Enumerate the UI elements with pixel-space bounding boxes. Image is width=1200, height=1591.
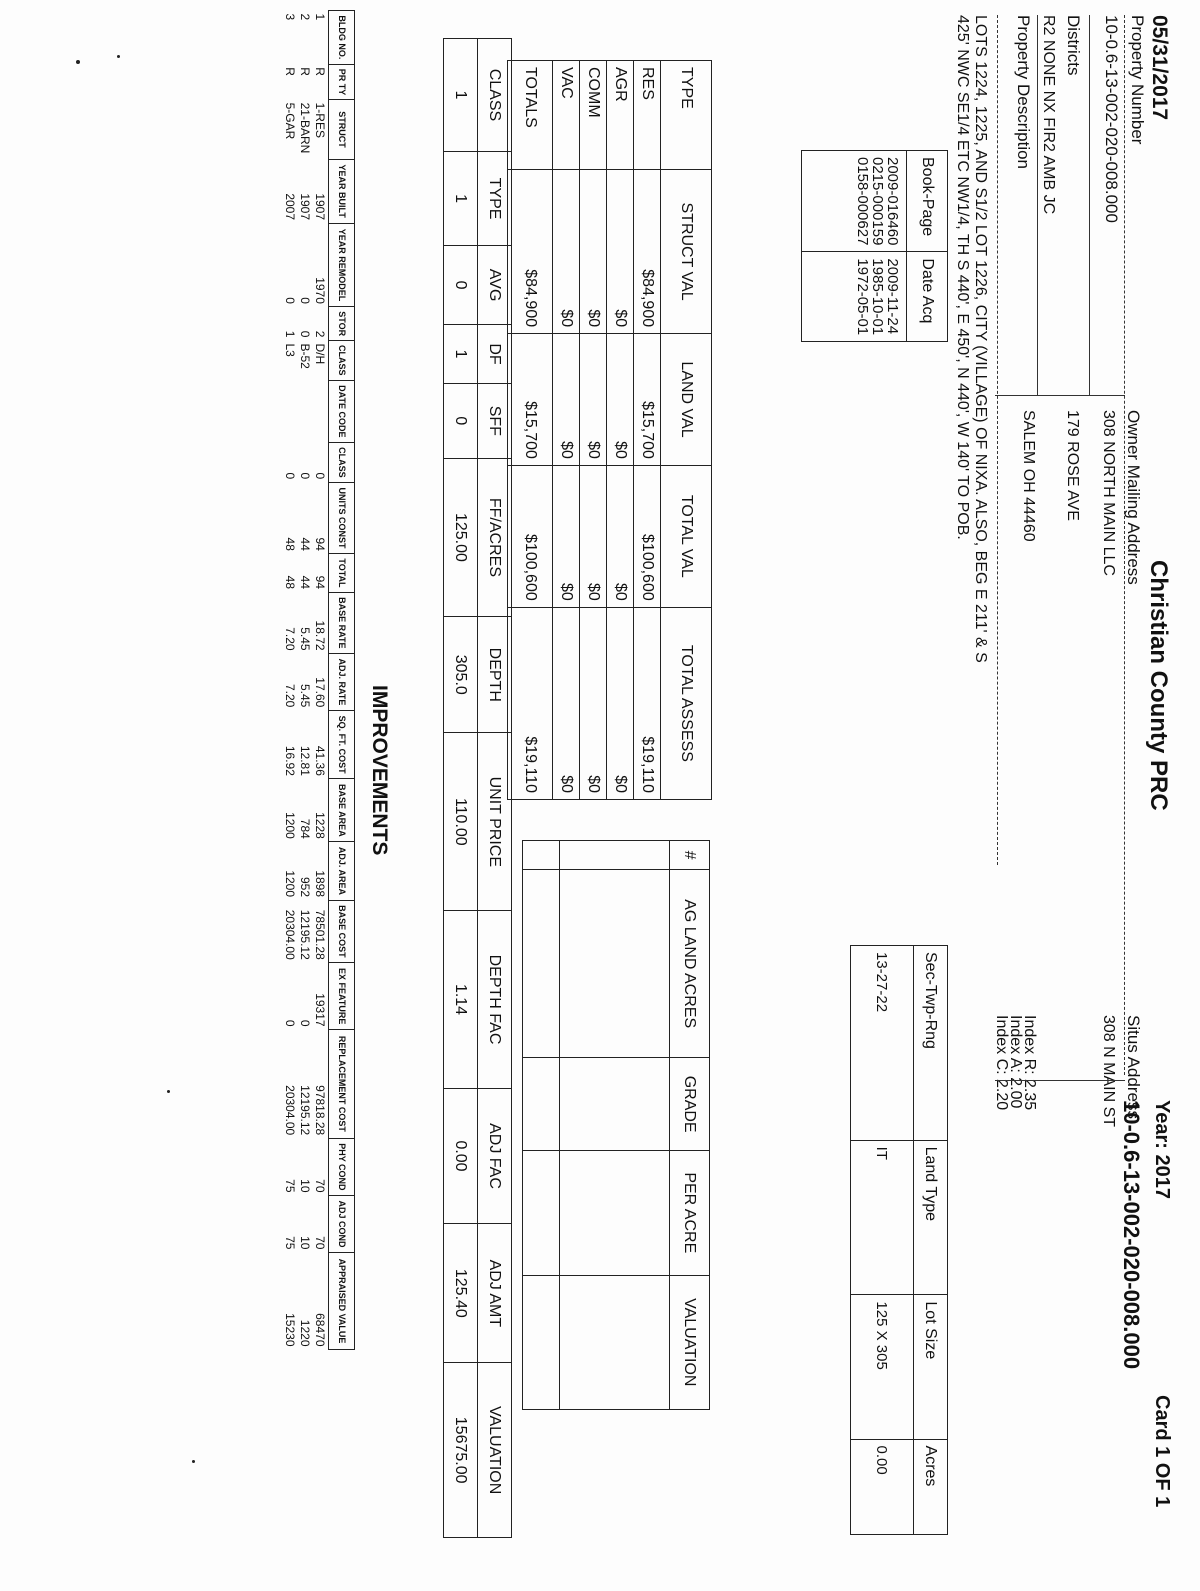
land-ff-acres: 125.00 (444, 458, 478, 617)
sec-twp-table (850, 945, 948, 1535)
imp-h-base-rate: BASE RATE (329, 592, 355, 654)
date-acq-header: Date Acq (907, 252, 948, 342)
imp-h-year-remodel: YEAR REMODEL (329, 223, 355, 307)
imp-cell: 94 (313, 537, 328, 551)
imp-cell: 48 (283, 537, 298, 551)
table-row (313, 11, 329, 1350)
val-assess: $0 (607, 607, 634, 799)
imp-cell: 5.45 (298, 627, 313, 651)
imp-cell (313, 380, 329, 443)
valuation-totals-row (508, 61, 553, 800)
index-a: Index A: 2.00 (1007, 1015, 1024, 1109)
val-type: RES (634, 61, 661, 170)
imp-h-adj-area: ADJ. AREA (329, 842, 355, 900)
imp-cell: R (298, 67, 313, 76)
imp-cell: 10 (298, 1179, 313, 1193)
valuation-row (607, 61, 634, 800)
imp-h-stor: STOR (329, 307, 355, 341)
property-number-label: Property Number (1128, 15, 1147, 145)
property-description-label: Property Description (1014, 15, 1033, 170)
total-assess-header: TOTAL ASSESS (661, 607, 712, 799)
imp-cell: 10 (298, 1236, 313, 1250)
situs-address-label: Situs Address (1124, 1015, 1143, 1119)
imp-cell: 5-GAR (283, 102, 298, 140)
land-valuation: 15675.00 (444, 1363, 478, 1538)
land-depth-fac: 1.14 (444, 911, 478, 1088)
val-struct: $0 (580, 169, 607, 333)
land-adj-amt: 125.40 (444, 1224, 478, 1363)
year-label: Year: 2017 (1151, 1100, 1173, 1199)
land-type: 1 (444, 151, 478, 245)
imp-h-adj-rate: ADJ. RATE (329, 654, 355, 711)
imp-h-struct: STRUCT (329, 100, 355, 160)
imp-h-class2: CLASS (329, 443, 355, 483)
imp-h-phy-cond: PHY COND (329, 1138, 355, 1195)
val-total: $0 (607, 465, 634, 607)
imp-cell: 1-RES (313, 102, 328, 138)
imp-cell: 1907 (313, 193, 328, 221)
rule-districts-top (1089, 15, 1090, 395)
imp-cell: 48 (283, 575, 298, 590)
improvements-table (283, 10, 355, 1350)
ag-grade-header: GRADE (670, 1058, 710, 1151)
imp-cell: 12195.12 (298, 1085, 313, 1136)
scan-speck (117, 55, 120, 58)
imp-h-class: CLASS (329, 340, 355, 380)
date-acq-cell (802, 252, 907, 342)
imp-cell: D/H (313, 343, 328, 365)
land-avg: 0 (444, 246, 478, 325)
val-land: $0 (580, 334, 607, 466)
val-total: $100,600 (634, 465, 661, 607)
imp-cell: 1 (313, 13, 328, 21)
imp-cell: 1970 (313, 277, 328, 304)
sec-twp-header: Sec-Twp-Rng (914, 946, 948, 1141)
imp-cell: 12195.12 (298, 909, 313, 960)
val-struct: $84,900 (634, 169, 661, 333)
imp-cell: 75 (283, 1179, 298, 1193)
land-avg-header: AVG (478, 246, 512, 325)
val-total: $100,600 (508, 465, 553, 607)
imp-cell: R (283, 67, 298, 76)
val-type: TOTALS (508, 61, 553, 170)
val-type: COMM (580, 61, 607, 170)
type-header: TYPE (661, 61, 712, 170)
val-land: $0 (607, 334, 634, 466)
imp-cell (298, 380, 313, 443)
land-unit-price-header: UNIT PRICE (478, 733, 512, 911)
val-assess: $0 (580, 607, 607, 799)
imp-cell: 68470 (313, 1313, 328, 1347)
struct-val-header: STRUCT VAL (661, 169, 712, 333)
val-assess: $19,110 (634, 607, 661, 799)
imp-cell: 2007 (283, 193, 298, 221)
imp-h-total: TOTAL (329, 554, 355, 592)
val-assess: $0 (553, 607, 580, 799)
val-struct: $0 (607, 169, 634, 333)
imp-h-year-built: YEAR BUILT (329, 159, 355, 223)
report-title: Christian County PRC (1145, 560, 1172, 811)
val-land: $15,700 (634, 334, 661, 466)
imp-cell: 94 (313, 575, 328, 590)
imp-cell: 0 (298, 297, 313, 304)
land-valuation-header: VALUATION (478, 1363, 512, 1538)
land-df: 1 (444, 324, 478, 383)
lot-size-header: Lot Size (914, 1295, 948, 1439)
imp-cell: 2 (313, 330, 328, 338)
imp-cell: 75 (283, 1236, 298, 1250)
imp-cell: 16.92 (283, 745, 298, 776)
imp-cell: 78501.28 (313, 909, 328, 960)
imp-h-bldg: BLDG NO. (329, 11, 355, 65)
imp-cell: 44 (298, 537, 313, 551)
scan-speck (167, 1090, 170, 1093)
land-adj-amt-header: ADJ AMT (478, 1224, 512, 1363)
book-page-header: Book-Page (907, 151, 948, 252)
imp-h-replacement-cost: REPLACEMENT COST (329, 1030, 355, 1139)
land-depth: 305.0 (444, 617, 478, 733)
valuation-row (580, 61, 607, 800)
imp-cell: 0 (298, 1019, 313, 1027)
scan-speck (76, 60, 80, 64)
land-class: 1 (444, 39, 478, 152)
scan-speck (192, 1460, 195, 1463)
imp-cell: 20304.00 (283, 909, 298, 960)
imp-cell: 41.36 (313, 745, 328, 776)
owner-name: 308 NORTH MAIN LLC (1100, 410, 1117, 576)
imp-cell: 0 (283, 297, 298, 304)
val-land: $0 (553, 334, 580, 466)
property-number-value: 10-0.6-13-002-020-008.000 (1102, 15, 1121, 223)
imp-cell: 70 (313, 1236, 328, 1250)
land-class-header: CLASS (478, 39, 512, 152)
val-land: $15,700 (508, 334, 553, 466)
land-depth-header: DEPTH (478, 617, 512, 733)
imp-h-sqft-cost: SQ. FT. COST (329, 710, 355, 779)
date-acq-row-3: 1972-05-01 (854, 258, 871, 336)
districts-label: Districts (1064, 15, 1083, 76)
land-sff: 0 (444, 384, 478, 458)
imp-h-prty: PR TY (329, 64, 355, 99)
imp-cell: 952 (298, 876, 313, 898)
val-struct: $0 (553, 169, 580, 333)
imp-h-base-cost: BASE COST (329, 900, 355, 963)
valuation-row (634, 61, 661, 800)
imp-cell (283, 380, 298, 443)
book-page-table (801, 150, 948, 342)
imp-cell: 1228 (313, 812, 328, 839)
situs-address-value: 308 N MAIN ST (1100, 1015, 1117, 1128)
imp-cell: 1200 (283, 870, 298, 898)
imp-cell: 3 (283, 13, 298, 21)
land-type-col-header: TYPE (478, 151, 512, 245)
table-row (283, 11, 298, 1350)
val-type: AGR (607, 61, 634, 170)
lot-size-value: 125 X 305 (851, 1295, 914, 1439)
acres-header: Acres (914, 1439, 948, 1534)
imp-h-ex-feature: EX FEATURE (329, 963, 355, 1030)
imp-cell: 21-BARN (298, 102, 313, 154)
land-val-header: LAND VAL (661, 334, 712, 466)
improvements-title: IMPROVEMENTS (368, 685, 391, 856)
imp-cell: 19317 (313, 993, 328, 1027)
imp-cell: 0 (298, 472, 313, 480)
imp-cell: 0 (283, 1019, 298, 1027)
imp-cell: 44 (298, 575, 313, 590)
land-sff-header: SFF (478, 384, 512, 458)
imp-h-base-area: BASE AREA (329, 779, 355, 842)
index-c: Index C: 2.20 (993, 1015, 1010, 1111)
ag-valuation-header: VALUATION (670, 1275, 710, 1409)
property-description-line1: LOTS 1224, 1225, AND S1/2 LOT 1226, CITY (VILLAGE) OF NIXA. ALSO, BEG E 211' & S (972, 15, 989, 663)
owner-city: SALEM OH 44460 (1020, 410, 1037, 542)
card-label: Card 1 OF 1 (1151, 1395, 1173, 1508)
rule-districts-bottom (1037, 15, 1038, 395)
val-total: $0 (580, 465, 607, 607)
valuation-table (507, 60, 712, 800)
ag-per-acre-header: PER ACRE (670, 1151, 710, 1276)
index-r: Index R: 2.35 (1021, 1015, 1038, 1111)
book-page-row-2: 0215-000159 (869, 157, 886, 246)
ag-land-table (522, 840, 710, 1410)
property-description-line2: 425' NWC SE1/4 ETC NW1/4, TH S 440', E 450', N 440', W 140' TO POB. (954, 15, 971, 540)
imp-h-date-code: DATE CODE (329, 380, 355, 443)
val-assess: $19,110 (508, 607, 553, 799)
land-adj-fac: 0.00 (444, 1088, 478, 1224)
ag-acres-header: AG LAND ACRES (670, 870, 710, 1058)
book-page-row-3: 0158-000627 (854, 157, 871, 246)
sec-twp-value: 13-27-22 (851, 946, 914, 1141)
imp-cell: 0 (298, 330, 313, 338)
imp-cell: 97818.28 (313, 1085, 328, 1136)
date-acq-row-2: 1985-10-01 (869, 258, 886, 336)
districts-value: R2 NONE NX FIR2 AMB JC (1040, 15, 1057, 215)
imp-cell: 2 (298, 13, 313, 21)
book-page-cell (802, 151, 907, 252)
land-unit-price: 110.00 (444, 733, 478, 911)
imp-cell: 70 (313, 1179, 328, 1193)
print-date: 05/31/2017 (1148, 15, 1171, 121)
total-val-header: TOTAL VAL (661, 465, 712, 607)
val-struct: $84,900 (508, 169, 553, 333)
parcel-id-large: 10-0.6-13-002-020-008.000 (1119, 1100, 1144, 1370)
imp-h-adj-cond: ADJ COND (329, 1196, 355, 1253)
imp-cell: L3 (283, 343, 298, 357)
imp-cell: 1 (283, 330, 298, 338)
imp-cell: 5.45 (298, 683, 313, 708)
ag-num-header: # (670, 841, 710, 870)
imp-cell: 15230 (283, 1313, 298, 1347)
imp-cell: 0 (283, 472, 298, 480)
val-total: $0 (553, 465, 580, 607)
land-ff-acres-header: FF/ACRES (478, 458, 512, 617)
imp-h-appraised-value: APPRAISED VALUE (329, 1252, 355, 1349)
imp-cell: 12.81 (298, 745, 313, 776)
divider-owner (995, 395, 1125, 396)
imp-cell: 7.20 (283, 683, 298, 708)
book-page-row-1: 2009-016460 (884, 157, 901, 246)
land-type-header: Land Type (914, 1140, 948, 1295)
imp-h-units-const: UNITS CONST (329, 482, 355, 554)
index-block (994, 1015, 1036, 1110)
land-adj-fac-header: ADJ FAC (478, 1088, 512, 1224)
valuation-row (553, 61, 580, 800)
imp-cell: 20304.00 (283, 1085, 298, 1136)
land-table (443, 38, 512, 1538)
land-df-header: DF (478, 324, 512, 383)
acres-value: 0.00 (851, 1439, 914, 1534)
land-type-value: IT (851, 1140, 914, 1295)
divider-situs (995, 1080, 1125, 1081)
table-row (298, 11, 313, 1350)
val-type: VAC (553, 61, 580, 170)
date-acq-row-1: 2009-11-24 (884, 258, 901, 335)
imp-cell: 1907 (298, 193, 313, 221)
owner-street: 179 ROSE AVE (1064, 410, 1081, 521)
imp-cell: R (313, 67, 328, 76)
imp-cell: B-52 (298, 343, 313, 369)
owner-address-label: Owner Mailing Address (1124, 410, 1143, 585)
imp-cell: 1200 (283, 812, 298, 839)
imp-cell: 784 (298, 818, 313, 839)
imp-cell: 17.60 (313, 677, 328, 708)
land-depth-fac-header: DEPTH FAC (478, 911, 512, 1088)
imp-cell: 1220 (298, 1319, 313, 1347)
imp-cell: 1898 (313, 870, 328, 898)
imp-cell: 18.72 (313, 620, 328, 651)
imp-cell: 7.20 (283, 627, 298, 651)
imp-cell: 0 (313, 472, 328, 480)
